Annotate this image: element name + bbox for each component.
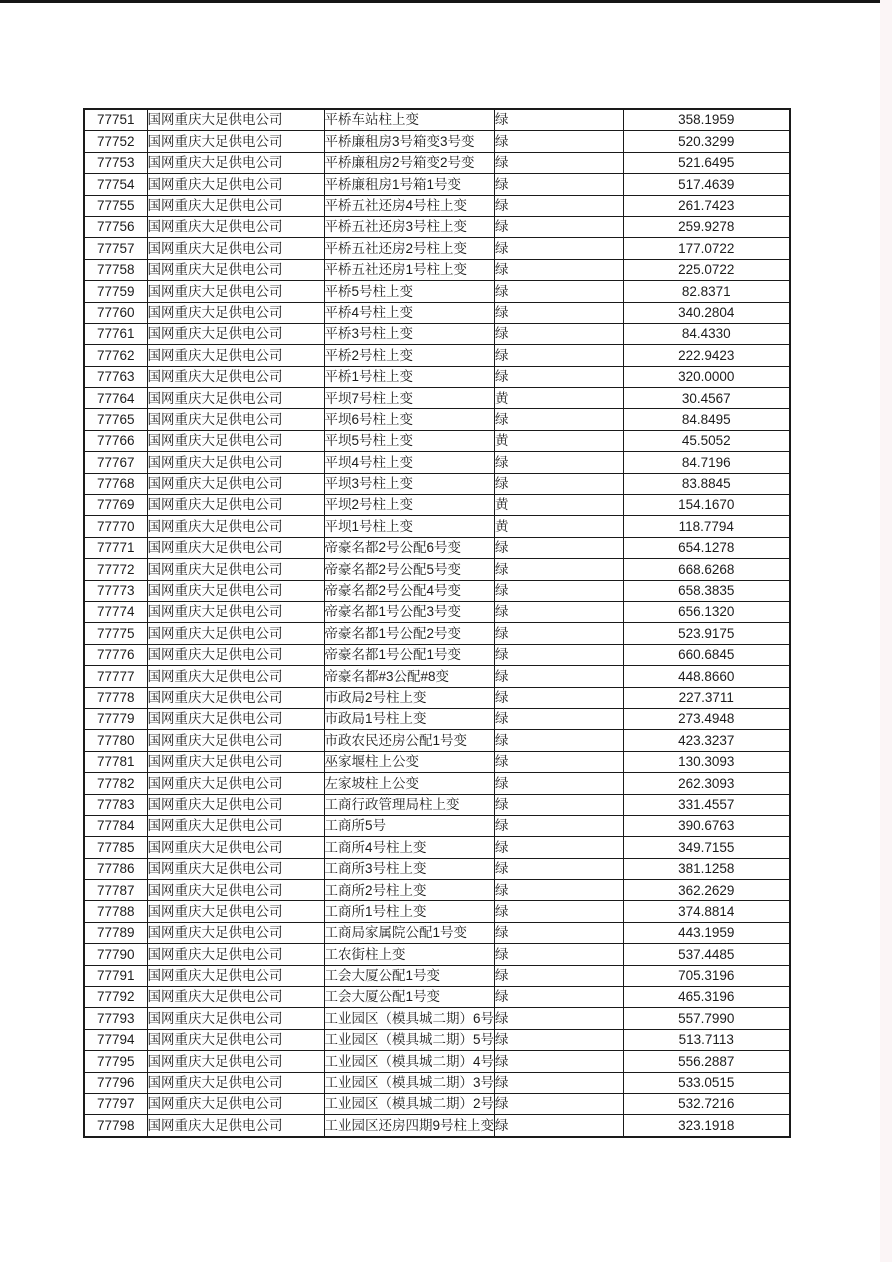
load-value-cell: 84.8495: [624, 409, 790, 430]
transformer-name-cell: 帝豪名都2号公配5号变: [324, 559, 495, 580]
load-value-cell: 259.9278: [624, 216, 790, 237]
table-row: [84, 794, 790, 815]
transformer-name-cell: 帝豪名都1号公配1号变: [324, 644, 495, 665]
status-cell: 绿: [495, 1051, 624, 1072]
load-value-cell: 84.7196: [624, 452, 790, 473]
transformer-name-cell: 平坝4号柱上变: [324, 452, 495, 473]
row-id-cell: 77760: [84, 302, 147, 323]
status-cell: 绿: [495, 109, 624, 131]
company-cell: 国网重庆大足供电公司: [147, 623, 324, 644]
row-id-cell: 77776: [84, 644, 147, 665]
transformer-name-cell: 工会大厦公配1号变: [324, 965, 495, 986]
status-cell: 黄: [495, 516, 624, 537]
company-cell: 国网重庆大足供电公司: [147, 815, 324, 836]
company-cell: 国网重庆大足供电公司: [147, 687, 324, 708]
load-value-cell: 374.8814: [624, 901, 790, 922]
company-cell: 国网重庆大足供电公司: [147, 1072, 324, 1093]
load-value-cell: 118.7794: [624, 516, 790, 537]
company-cell: 国网重庆大足供电公司: [147, 473, 324, 494]
status-cell: 绿: [495, 559, 624, 580]
table-row: [84, 1008, 790, 1029]
page-right-edge-shadow: [880, 0, 892, 1262]
row-id-cell: 77755: [84, 195, 147, 216]
transformer-name-cell: 平桥车站柱上变: [324, 109, 495, 131]
status-cell: 绿: [495, 302, 624, 323]
row-id-cell: 77789: [84, 922, 147, 943]
status-cell: 绿: [495, 901, 624, 922]
transformer-name-cell: 平桥廉租房2号箱变2号变: [324, 152, 495, 173]
transformer-name-cell: 市政局1号柱上变: [324, 708, 495, 729]
status-cell: 绿: [495, 537, 624, 558]
row-id-cell: 77790: [84, 944, 147, 965]
company-cell: 国网重庆大足供电公司: [147, 901, 324, 922]
company-cell: 国网重庆大足供电公司: [147, 109, 324, 131]
table-row: [84, 837, 790, 858]
transformer-name-cell: 平坝2号柱上变: [324, 495, 495, 516]
company-cell: 国网重庆大足供电公司: [147, 281, 324, 302]
table-row: [84, 302, 790, 323]
row-id-cell: 77763: [84, 366, 147, 387]
transformer-name-cell: 帝豪名都2号公配4号变: [324, 580, 495, 601]
transformer-name-cell: 帝豪名都2号公配6号变: [324, 537, 495, 558]
transformer-name-cell: 平桥廉租房1号箱1号变: [324, 174, 495, 195]
row-id-cell: 77772: [84, 559, 147, 580]
transformer-name-cell: 工业园区（模具城二期）3号: [324, 1072, 495, 1093]
load-value-cell: 660.6845: [624, 644, 790, 665]
company-cell: 国网重庆大足供电公司: [147, 216, 324, 237]
load-value-cell: 656.1320: [624, 601, 790, 622]
load-value-cell: 517.4639: [624, 174, 790, 195]
table-row: [84, 516, 790, 537]
row-id-cell: 77757: [84, 238, 147, 259]
load-value-cell: 30.4567: [624, 388, 790, 409]
transformer-name-cell: 帝豪名都1号公配3号变: [324, 601, 495, 622]
transformer-name-cell: 工业园区（模具城二期）2号: [324, 1093, 495, 1114]
transformer-name-cell: 工商所4号柱上变: [324, 837, 495, 858]
load-value-cell: 349.7155: [624, 837, 790, 858]
status-cell: 绿: [495, 858, 624, 879]
table-row: [84, 559, 790, 580]
status-cell: 绿: [495, 730, 624, 751]
company-cell: 国网重庆大足供电公司: [147, 388, 324, 409]
transformer-name-cell: 平桥4号柱上变: [324, 302, 495, 323]
company-cell: 国网重庆大足供电公司: [147, 452, 324, 473]
company-cell: 国网重庆大足供电公司: [147, 751, 324, 772]
status-cell: 绿: [495, 323, 624, 344]
load-value-cell: 323.1918: [624, 1115, 790, 1137]
company-cell: 国网重庆大足供电公司: [147, 323, 324, 344]
company-cell: 国网重庆大足供电公司: [147, 1008, 324, 1029]
row-id-cell: 77788: [84, 901, 147, 922]
load-value-cell: 448.8660: [624, 666, 790, 687]
load-value-cell: 320.0000: [624, 366, 790, 387]
status-cell: 绿: [495, 409, 624, 430]
load-value-cell: 225.0722: [624, 259, 790, 280]
status-cell: 绿: [495, 281, 624, 302]
load-value-cell: 261.7423: [624, 195, 790, 216]
company-cell: 国网重庆大足供电公司: [147, 1029, 324, 1050]
status-cell: 绿: [495, 880, 624, 901]
company-cell: 国网重庆大足供电公司: [147, 345, 324, 366]
row-id-cell: 77780: [84, 730, 147, 751]
status-cell: 绿: [495, 1008, 624, 1029]
load-value-cell: 222.9423: [624, 345, 790, 366]
transformer-name-cell: 工农街柱上变: [324, 944, 495, 965]
company-cell: 国网重庆大足供电公司: [147, 131, 324, 152]
company-cell: 国网重庆大足供电公司: [147, 195, 324, 216]
company-cell: 国网重庆大足供电公司: [147, 430, 324, 451]
load-value-cell: 556.2887: [624, 1051, 790, 1072]
company-cell: 国网重庆大足供电公司: [147, 944, 324, 965]
row-id-cell: 77768: [84, 473, 147, 494]
row-id-cell: 77770: [84, 516, 147, 537]
load-value-cell: 654.1278: [624, 537, 790, 558]
row-id-cell: 77787: [84, 880, 147, 901]
table-row: [84, 922, 790, 943]
row-id-cell: 77796: [84, 1072, 147, 1093]
row-id-cell: 77797: [84, 1093, 147, 1114]
load-value-cell: 465.3196: [624, 987, 790, 1008]
status-cell: 绿: [495, 195, 624, 216]
table-row: [84, 901, 790, 922]
table-row: [84, 944, 790, 965]
table-row: [84, 1029, 790, 1050]
table-row: [84, 965, 790, 986]
transformer-name-cell: 工商局家属院公配1号变: [324, 922, 495, 943]
row-id-cell: 77751: [84, 109, 147, 131]
status-cell: 绿: [495, 644, 624, 665]
transformer-name-cell: 工业园区（模具城二期）6号: [324, 1008, 495, 1029]
load-value-cell: 227.3711: [624, 687, 790, 708]
row-id-cell: 77793: [84, 1008, 147, 1029]
status-cell: 绿: [495, 751, 624, 772]
row-id-cell: 77791: [84, 965, 147, 986]
status-cell: 绿: [495, 666, 624, 687]
transformer-name-cell: 平桥3号柱上变: [324, 323, 495, 344]
row-id-cell: 77766: [84, 430, 147, 451]
load-value-cell: 537.4485: [624, 944, 790, 965]
load-value-cell: 557.7990: [624, 1008, 790, 1029]
table-row: [84, 430, 790, 451]
row-id-cell: 77752: [84, 131, 147, 152]
transformer-name-cell: 工商所2号柱上变: [324, 880, 495, 901]
company-cell: 国网重庆大足供电公司: [147, 580, 324, 601]
status-cell: 绿: [495, 944, 624, 965]
table-row: [84, 281, 790, 302]
row-id-cell: 77756: [84, 216, 147, 237]
row-id-cell: 77767: [84, 452, 147, 473]
company-cell: 国网重庆大足供电公司: [147, 644, 324, 665]
row-id-cell: 77778: [84, 687, 147, 708]
status-cell: 绿: [495, 987, 624, 1008]
table-row: [84, 858, 790, 879]
table-row: [84, 259, 790, 280]
status-cell: 绿: [495, 687, 624, 708]
table-body: [84, 109, 790, 1137]
table-row: [84, 1072, 790, 1093]
row-id-cell: 77771: [84, 537, 147, 558]
status-cell: 绿: [495, 174, 624, 195]
row-id-cell: 77762: [84, 345, 147, 366]
status-cell: 绿: [495, 1029, 624, 1050]
load-value-cell: 130.3093: [624, 751, 790, 772]
company-cell: 国网重庆大足供电公司: [147, 366, 324, 387]
row-id-cell: 77774: [84, 601, 147, 622]
row-id-cell: 77754: [84, 174, 147, 195]
status-cell: 绿: [495, 837, 624, 858]
status-cell: 绿: [495, 623, 624, 644]
company-cell: 国网重庆大足供电公司: [147, 409, 324, 430]
status-cell: 绿: [495, 345, 624, 366]
status-cell: 黄: [495, 430, 624, 451]
table-row: [84, 708, 790, 729]
company-cell: 国网重庆大足供电公司: [147, 1115, 324, 1137]
transformer-name-cell: 平坝1号柱上变: [324, 516, 495, 537]
transformer-name-cell: 平桥1号柱上变: [324, 366, 495, 387]
table-row: [84, 238, 790, 259]
company-cell: 国网重庆大足供电公司: [147, 152, 324, 173]
load-value-cell: 84.4330: [624, 323, 790, 344]
transformer-name-cell: 工商所5号: [324, 815, 495, 836]
status-cell: 绿: [495, 1072, 624, 1093]
status-cell: 绿: [495, 601, 624, 622]
company-cell: 国网重庆大足供电公司: [147, 537, 324, 558]
company-cell: 国网重庆大足供电公司: [147, 666, 324, 687]
transformer-name-cell: 平坝3号柱上变: [324, 473, 495, 494]
company-cell: 国网重庆大足供电公司: [147, 730, 324, 751]
transformer-name-cell: 平桥五社还房2号柱上变: [324, 238, 495, 259]
load-value-cell: 82.8371: [624, 281, 790, 302]
status-cell: 绿: [495, 1093, 624, 1114]
row-id-cell: 77784: [84, 815, 147, 836]
table-row: [84, 987, 790, 1008]
load-value-cell: 154.1670: [624, 495, 790, 516]
company-cell: 国网重庆大足供电公司: [147, 174, 324, 195]
company-cell: 国网重庆大足供电公司: [147, 987, 324, 1008]
company-cell: 国网重庆大足供电公司: [147, 495, 324, 516]
load-value-cell: 513.7113: [624, 1029, 790, 1050]
status-cell: 绿: [495, 366, 624, 387]
status-cell: 绿: [495, 708, 624, 729]
row-id-cell: 77794: [84, 1029, 147, 1050]
table-row: [84, 815, 790, 836]
status-cell: 绿: [495, 259, 624, 280]
table-row: [84, 730, 790, 751]
status-cell: 绿: [495, 131, 624, 152]
table-row: [84, 687, 790, 708]
table-row: [84, 1051, 790, 1072]
load-value-cell: 705.3196: [624, 965, 790, 986]
row-id-cell: 77775: [84, 623, 147, 644]
transformer-name-cell: 巫家堰柱上公变: [324, 751, 495, 772]
table-row: [84, 131, 790, 152]
table-row: [84, 345, 790, 366]
row-id-cell: 77761: [84, 323, 147, 344]
load-value-cell: 273.4948: [624, 708, 790, 729]
transformer-name-cell: 平桥五社还房3号柱上变: [324, 216, 495, 237]
transformer-name-cell: 市政农民还房公配1号变: [324, 730, 495, 751]
company-cell: 国网重庆大足供电公司: [147, 559, 324, 580]
row-id-cell: 77779: [84, 708, 147, 729]
row-id-cell: 77786: [84, 858, 147, 879]
row-id-cell: 77795: [84, 1051, 147, 1072]
transformer-name-cell: 工业园区还房四期9号柱上变: [324, 1115, 495, 1137]
table-row: [84, 109, 790, 131]
company-cell: 国网重庆大足供电公司: [147, 858, 324, 879]
table-row: [84, 366, 790, 387]
table-row: [84, 388, 790, 409]
row-id-cell: 77759: [84, 281, 147, 302]
status-cell: 绿: [495, 152, 624, 173]
status-cell: 绿: [495, 922, 624, 943]
load-value-cell: 523.9175: [624, 623, 790, 644]
load-value-cell: 331.4557: [624, 794, 790, 815]
load-value-cell: 533.0515: [624, 1072, 790, 1093]
status-cell: 绿: [495, 452, 624, 473]
status-cell: 黄: [495, 388, 624, 409]
row-id-cell: 77769: [84, 495, 147, 516]
company-cell: 国网重庆大足供电公司: [147, 259, 324, 280]
company-cell: 国网重庆大足供电公司: [147, 708, 324, 729]
company-cell: 国网重庆大足供电公司: [147, 516, 324, 537]
transformer-name-cell: 平坝7号柱上变: [324, 388, 495, 409]
load-value-cell: 83.8845: [624, 473, 790, 494]
status-cell: 绿: [495, 773, 624, 794]
company-cell: 国网重庆大足供电公司: [147, 1093, 324, 1114]
load-value-cell: 358.1959: [624, 109, 790, 131]
transformer-load-table: [83, 108, 791, 1138]
company-cell: 国网重庆大足供电公司: [147, 601, 324, 622]
table-row: [84, 216, 790, 237]
table-row: [84, 537, 790, 558]
load-value-cell: 658.3835: [624, 580, 790, 601]
table-row: [84, 623, 790, 644]
transformer-name-cell: 帝豪名都#3公配#8变: [324, 666, 495, 687]
load-value-cell: 443.1959: [624, 922, 790, 943]
table-row: [84, 495, 790, 516]
company-cell: 国网重庆大足供电公司: [147, 238, 324, 259]
table-row: [84, 409, 790, 430]
company-cell: 国网重庆大足供电公司: [147, 880, 324, 901]
table-row: [84, 644, 790, 665]
table-row: [84, 1093, 790, 1114]
company-cell: 国网重庆大足供电公司: [147, 794, 324, 815]
load-value-cell: 381.1258: [624, 858, 790, 879]
table-row: [84, 580, 790, 601]
transformer-name-cell: 平桥五社还房4号柱上变: [324, 195, 495, 216]
status-cell: 绿: [495, 473, 624, 494]
row-id-cell: 77785: [84, 837, 147, 858]
status-cell: 绿: [495, 1115, 624, 1137]
transformer-name-cell: 平桥2号柱上变: [324, 345, 495, 366]
row-id-cell: 77798: [84, 1115, 147, 1137]
load-value-cell: 362.2629: [624, 880, 790, 901]
transformer-name-cell: 工商所1号柱上变: [324, 901, 495, 922]
load-value-cell: 532.7216: [624, 1093, 790, 1114]
table-row: [84, 323, 790, 344]
load-value-cell: 177.0722: [624, 238, 790, 259]
status-cell: 绿: [495, 815, 624, 836]
row-id-cell: 77765: [84, 409, 147, 430]
row-id-cell: 77773: [84, 580, 147, 601]
table-row: [84, 773, 790, 794]
load-value-cell: 521.6495: [624, 152, 790, 173]
load-value-cell: 668.6268: [624, 559, 790, 580]
company-cell: 国网重庆大足供电公司: [147, 302, 324, 323]
row-id-cell: 77781: [84, 751, 147, 772]
transformer-name-cell: 市政局2号柱上变: [324, 687, 495, 708]
table-row: [84, 601, 790, 622]
transformer-name-cell: 工业园区（模具城二期）4号: [324, 1051, 495, 1072]
transformer-name-cell: 工会大厦公配1号变: [324, 987, 495, 1008]
row-id-cell: 77777: [84, 666, 147, 687]
table-row: [84, 1115, 790, 1137]
transformer-name-cell: 平坝5号柱上变: [324, 430, 495, 451]
transformer-name-cell: 平桥5号柱上变: [324, 281, 495, 302]
status-cell: 绿: [495, 238, 624, 259]
status-cell: 绿: [495, 216, 624, 237]
transformer-name-cell: 平桥廉租房3号箱变3号变: [324, 131, 495, 152]
load-value-cell: 423.3237: [624, 730, 790, 751]
row-id-cell: 77782: [84, 773, 147, 794]
transformer-name-cell: 工业园区（模具城二期）5号: [324, 1029, 495, 1050]
company-cell: 国网重庆大足供电公司: [147, 965, 324, 986]
load-value-cell: 390.6763: [624, 815, 790, 836]
transformer-name-cell: 左家坡柱上公变: [324, 773, 495, 794]
table-row: [84, 880, 790, 901]
load-value-cell: 262.3093: [624, 773, 790, 794]
company-cell: 国网重庆大足供电公司: [147, 1051, 324, 1072]
row-id-cell: 77783: [84, 794, 147, 815]
page-top-edge-line: [0, 0, 892, 3]
row-id-cell: 77792: [84, 987, 147, 1008]
status-cell: 绿: [495, 794, 624, 815]
company-cell: 国网重庆大足供电公司: [147, 773, 324, 794]
table-row: [84, 452, 790, 473]
table-row: [84, 174, 790, 195]
load-value-cell: 45.5052: [624, 430, 790, 451]
load-value-cell: 340.2804: [624, 302, 790, 323]
company-cell: 国网重庆大足供电公司: [147, 837, 324, 858]
table-row: [84, 666, 790, 687]
transformer-name-cell: 平桥五社还房1号柱上变: [324, 259, 495, 280]
status-cell: 黄: [495, 495, 624, 516]
row-id-cell: 77758: [84, 259, 147, 280]
table-row: [84, 195, 790, 216]
transformer-name-cell: 工商行政管理局柱上变: [324, 794, 495, 815]
row-id-cell: 77753: [84, 152, 147, 173]
row-id-cell: 77764: [84, 388, 147, 409]
status-cell: 绿: [495, 965, 624, 986]
table-row: [84, 152, 790, 173]
transformer-name-cell: 帝豪名都1号公配2号变: [324, 623, 495, 644]
transformer-name-cell: 工商所3号柱上变: [324, 858, 495, 879]
table-row: [84, 473, 790, 494]
company-cell: 国网重庆大足供电公司: [147, 922, 324, 943]
transformer-name-cell: 平坝6号柱上变: [324, 409, 495, 430]
load-value-cell: 520.3299: [624, 131, 790, 152]
table-row: [84, 751, 790, 772]
status-cell: 绿: [495, 580, 624, 601]
